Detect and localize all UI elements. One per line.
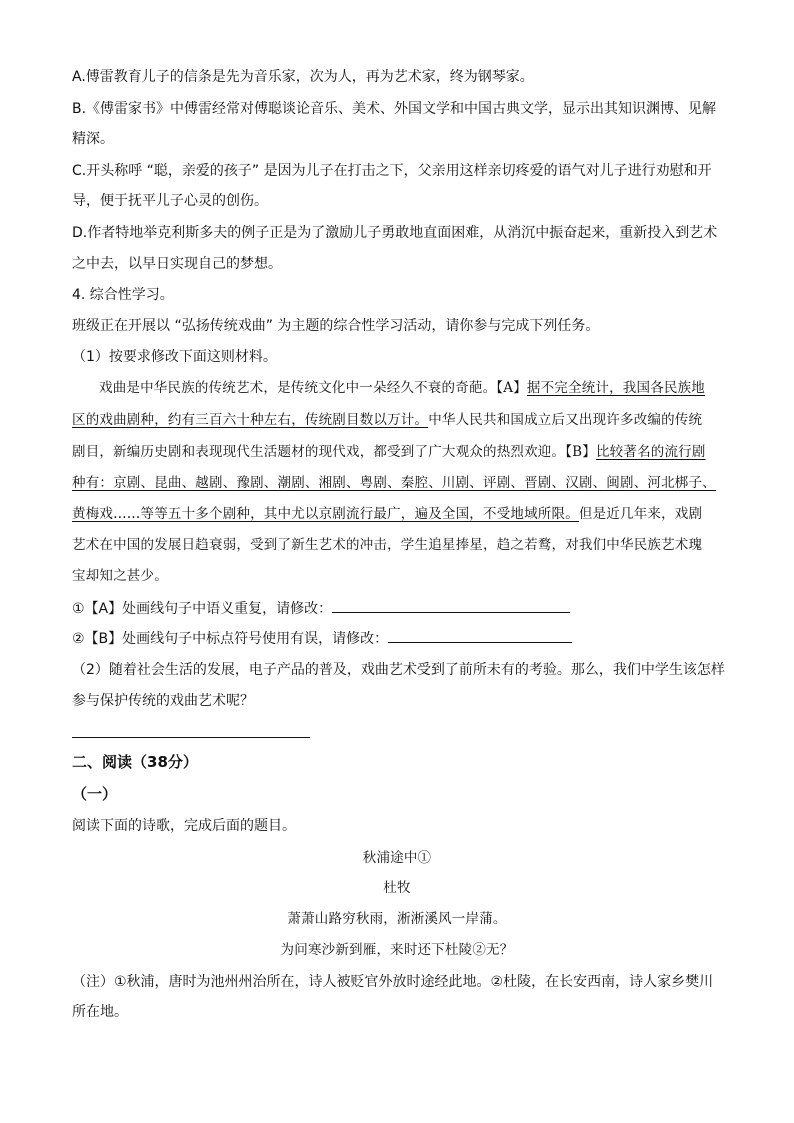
task-a bbox=[72, 598, 570, 619]
answer-line[interactable] bbox=[72, 737, 310, 738]
subquestion-1: （1）按要求修改下面这则材料。 bbox=[72, 349, 277, 365]
question-4-intro: 班级正在开展以 “弘扬传统戏曲” 为主题的综合性学习活动，请你参与完成下列任务。 bbox=[72, 318, 600, 334]
task-a-prompt: ①【A】处画线句子中语义重复，请修改： bbox=[72, 601, 333, 617]
part-heading: （一） bbox=[72, 785, 118, 803]
material-text: 但是近几年来，戏剧 bbox=[578, 506, 703, 522]
material-text: 中华人民共和国成立后又出现许多改编的传统 bbox=[428, 412, 703, 428]
task-b bbox=[72, 628, 572, 649]
poem-notes-line2: 所在地。 bbox=[72, 1004, 128, 1020]
option-a: A.傅雷教育儿子的信条是先为音乐家，次为人，再为艺术家，终为钢琴家。 bbox=[72, 69, 534, 85]
option-c-line2: 导，便于抚平儿子心灵的创伤。 bbox=[72, 193, 268, 209]
underlined-sentence-b: 黄梅戏……等等五十多个剧种，其中尤以京剧流行最广，遍及全国，不受地域所限。 bbox=[72, 506, 579, 522]
option-d-line1: D.作者特地举克利斯多夫的例子正是为了激励儿子勇敢地直面困难，从消沉中振奋起来，重新投入到艺术 bbox=[72, 225, 718, 241]
poem-line-1: 萧萧山路穷秋雨，淅淅溪风一岸蒲。 bbox=[287, 911, 507, 927]
material-line-2 bbox=[72, 410, 702, 430]
option-b-line1: B.《傅雷家书》中傅雷经常对傅聪谈论音乐、美术、外国文学和中国古典文学，显示出其知识渊博、见解 bbox=[72, 101, 717, 117]
material-line-6: 艺术在中国的发展日趋衰弱，受到了新生艺术的冲击，学生追星捧星，趋之若鹜，对我们中华民族艺术瑰 bbox=[72, 537, 703, 553]
section-heading: 二、阅读（38分） bbox=[72, 753, 198, 771]
material-text: 戏曲是中华民族的传统艺术，是传统文化中一朵经久不衰的奇葩。【A】 bbox=[99, 380, 527, 396]
underlined-sentence-b: 种有：京剧、昆曲、越剧、豫剧、潮剧、湘剧、粤剧、秦腔、川剧、评剧、晋剧、汉剧、闽剧、河北梆子、 bbox=[72, 475, 716, 491]
poem-line-2: 为问寒沙新到雁，来时还下杜陵②无？ bbox=[280, 942, 514, 958]
option-d-line2: 之中去，以早日实现自己的梦想。 bbox=[72, 256, 282, 272]
poem-author: 杜牧 bbox=[383, 880, 411, 896]
option-b-line2: 精深。 bbox=[72, 131, 114, 147]
material-line-1 bbox=[99, 378, 705, 398]
material-text: 剧目，新编历史剧和表现现代生活题材的现代戏，都受到了广大观众的热烈欢迎。【B】 bbox=[72, 444, 596, 460]
material-line-3 bbox=[72, 442, 706, 462]
reading-instruction: 阅读下面的诗歌，完成后面的题目。 bbox=[72, 818, 296, 834]
task-a-answer-blank[interactable] bbox=[332, 598, 570, 613]
underlined-sentence-a: 据不完全统计，我国各民族地 bbox=[526, 380, 706, 396]
poem-title: 秋浦途中① bbox=[362, 850, 432, 866]
material-line-7: 宝却知之甚少。 bbox=[72, 568, 168, 584]
underlined-sentence-a: 区的戏曲剧种，约有三百六十种左右，传统剧目数以万计。 bbox=[72, 412, 429, 428]
material-line-4 bbox=[72, 473, 716, 493]
underlined-sentence-b: 比较著名的流行剧 bbox=[595, 444, 706, 460]
option-c-line1: C.开头称呼 “聪，亲爱的孩子” 是因为儿子在打击之下，父亲用这样亲切疼爱的语气对儿子进行劝慰和开 bbox=[72, 163, 712, 179]
subquestion-2-line2: 参与保护传统的戏曲艺术呢？ bbox=[72, 693, 254, 709]
poem-notes-line1: （注）①秋浦，唐时为池州州治所在，诗人被贬官外放时途经此地。②杜陵，在长安西南，诗人家乡樊川 bbox=[72, 974, 714, 990]
task-b-answer-blank[interactable] bbox=[388, 628, 572, 643]
subquestion-2-line1: （2）随着社会生活的发展，电子产品的普及，戏曲艺术受到了前所未有的考验。那么，我们中学生该怎样 bbox=[72, 662, 725, 678]
task-b-prompt: ②【B】处画线句子中标点符号使用有误，请修改： bbox=[72, 631, 389, 647]
question-4-title: 4. 综合性学习。 bbox=[72, 287, 174, 303]
material-line-5 bbox=[72, 504, 702, 524]
